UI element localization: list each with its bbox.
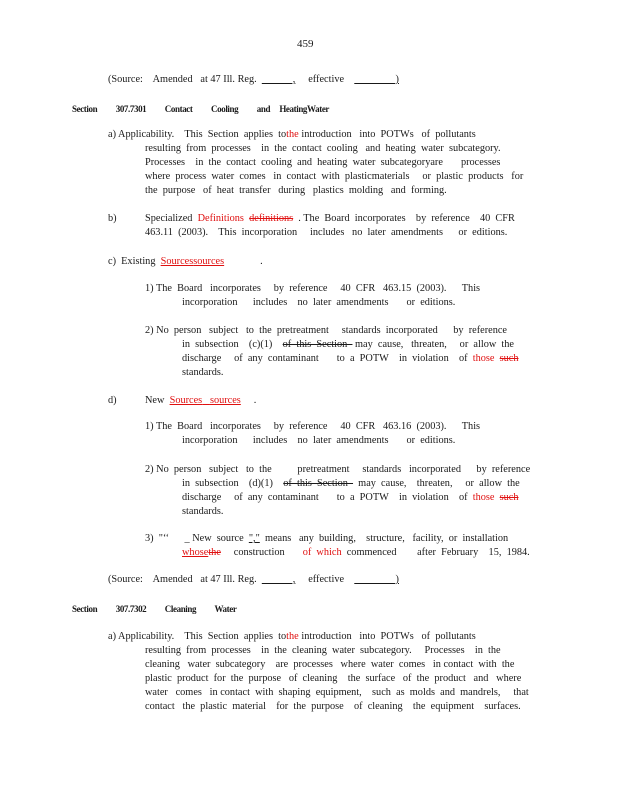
inserted-text: sources — [193, 256, 225, 267]
paragraph-c1-line: 1) The Board incorporates by reference 40 CFR 463.15 (2003). This — [145, 283, 481, 294]
deleted-text: of this Section — [282, 339, 353, 350]
paragraph-c2-line — [182, 339, 514, 351]
paragraph-c2-line: standards. — [182, 367, 224, 378]
source-effective: effective — [308, 74, 345, 85]
source-blank: ______, — [261, 574, 296, 585]
text-run: introduction into POTWs of pollutants — [298, 631, 476, 642]
section-number: 307.7301 — [115, 104, 147, 114]
text-run: c) Existing — [108, 256, 161, 267]
paragraph-a2-line: cleaning water subcategory are processes where water comes in contact with the — [145, 659, 515, 670]
inserted-text: the — [286, 631, 299, 642]
paragraph-a2-line: contact the plastic material for the purpose of cleaning the equipment surfaces. — [145, 701, 521, 712]
section-heading-7301 — [72, 103, 329, 115]
source-label: (Source: — [108, 74, 143, 85]
text-run: Specialized — [145, 213, 198, 224]
paragraph-d3-line — [182, 547, 530, 559]
paragraph-d1-line: 1) The Board incorporates by reference 40 CFR 463.16 (2003). This — [145, 421, 481, 432]
text-run: . — [240, 395, 257, 406]
paragraph-c2-line: 2) No person subject to the pretreatment standards incorporated by reference — [145, 325, 507, 336]
paragraph-a-line: where process water comes in contact with plasticmaterials or plastic products for — [145, 171, 524, 182]
text-run: in subsection (c)(1) — [182, 339, 283, 350]
text-run: "," — [248, 533, 260, 544]
source-amended: Amended — [152, 74, 193, 85]
inserted-text: those — [472, 492, 495, 503]
paragraph-a-line: resulting from processes in the contact cooling and heating water subcategory. — [145, 143, 501, 154]
text-run: 3) "‘‘ _ New source — [145, 533, 249, 544]
source-note-2 — [108, 574, 399, 586]
source-effective: effective — [308, 574, 345, 585]
section-title-word: Cleaning — [164, 604, 197, 614]
text-run: a) Applicability. This Section applies to — [108, 129, 287, 140]
inserted-text: the — [286, 129, 299, 140]
section-title-word: HeatingWater — [279, 104, 330, 114]
inserted-text — [202, 395, 210, 406]
deleted-text: such — [499, 492, 519, 503]
paragraph-a2-line: water comes in contact with shaping equipment, such as molds and mandrels, that — [145, 687, 529, 698]
section-title-word: Contact — [164, 104, 193, 114]
paragraph-c2-line — [182, 353, 519, 365]
section-number: 307.7302 — [115, 604, 147, 614]
paragraph-b-line — [145, 213, 515, 225]
paragraph-b-label: b) — [108, 213, 117, 224]
inserted-text: Sources — [160, 256, 194, 267]
text-run: may cause, threaten, or allow the — [352, 339, 515, 350]
text-run: construction — [220, 547, 303, 558]
paragraph-d2-line — [182, 478, 520, 490]
paragraph-a-line: the purpose of heat transfer during plastics molding and forming. — [145, 185, 447, 196]
source-reg: at 47 Ill. Reg. — [200, 74, 257, 85]
inserted-text: sources — [209, 395, 241, 406]
text-run: discharge of any contaminant to a POTW in violation of — [182, 492, 473, 503]
paragraph-b-line: 463.11 (2003). This incorporation includes no later amendments or editions. — [145, 227, 508, 238]
inserted-text: those — [472, 353, 495, 364]
section-word: Section — [72, 104, 98, 114]
paragraph-d3-line — [145, 533, 508, 545]
paragraph-d-label: d) — [108, 395, 117, 406]
text-run: means any building, structure, facility, or installation — [259, 533, 509, 544]
text-run: discharge of any contaminant to a POTW in violation of — [182, 353, 473, 364]
deleted-text: definitions — [249, 213, 294, 224]
text-run: . — [224, 256, 263, 267]
paragraph-d1-line: incorporation includes no later amendments or editions. — [182, 435, 456, 446]
deleted-text: the — [208, 547, 221, 558]
paragraph-a2-line: plastic product for the purpose of cleaning the surface of the product and where — [145, 673, 522, 684]
source-blank: ________) — [354, 74, 399, 85]
deleted-text: of this Section — [283, 478, 354, 489]
paragraph-d-line — [145, 395, 256, 407]
text-run: may cause, threaten, or allow the — [353, 478, 520, 489]
paragraph-d2-line: standards. — [182, 506, 224, 517]
source-blank: ________) — [354, 574, 399, 585]
paragraph-a2-line: resulting from processes in the cleaning water subcategory. Processes in the — [145, 645, 501, 656]
inserted-text: whose — [182, 547, 209, 558]
text-run: New — [145, 395, 170, 406]
text-run: a) Applicability. This Section applies to — [108, 631, 287, 642]
paragraph-a2-line — [108, 631, 476, 643]
inserted-text: of which — [302, 547, 342, 558]
deleted-text: such — [499, 353, 519, 364]
section-word: Section — [72, 604, 98, 614]
text-run: in subsection (d)(1) — [182, 478, 284, 489]
source-blank: ______, — [261, 74, 296, 85]
text-run: commenced after February 15, 1984. — [341, 547, 530, 558]
paragraph-c-line — [108, 256, 263, 268]
section-heading-7302 — [72, 603, 236, 615]
paragraph-a-line: Processes in the contact cooling and heating water subcategoryare processes — [145, 157, 501, 168]
source-note-1 — [108, 74, 399, 86]
source-label: (Source: — [108, 574, 143, 585]
paragraph-c1-line: incorporation includes no later amendments or editions. — [182, 297, 456, 308]
paragraph-d2-line — [182, 492, 519, 504]
section-title-word: and — [256, 104, 271, 114]
section-title-word: Water — [214, 604, 237, 614]
page-number: 459 — [297, 38, 314, 50]
inserted-text: Sources — [169, 395, 203, 406]
text-run: . The Board incorporates by reference 40 CFR — [293, 213, 515, 224]
text-run: introduction into POTWs of pollutants — [298, 129, 476, 140]
paragraph-d2-line: 2) No person subject to the pretreatment standards incorporated by reference — [145, 464, 531, 475]
inserted-text: Definitions — [197, 213, 244, 224]
source-amended: Amended — [152, 574, 193, 585]
section-title-word: Cooling — [211, 104, 239, 114]
source-reg: at 47 Ill. Reg. — [200, 574, 257, 585]
paragraph-a-line — [108, 129, 476, 141]
